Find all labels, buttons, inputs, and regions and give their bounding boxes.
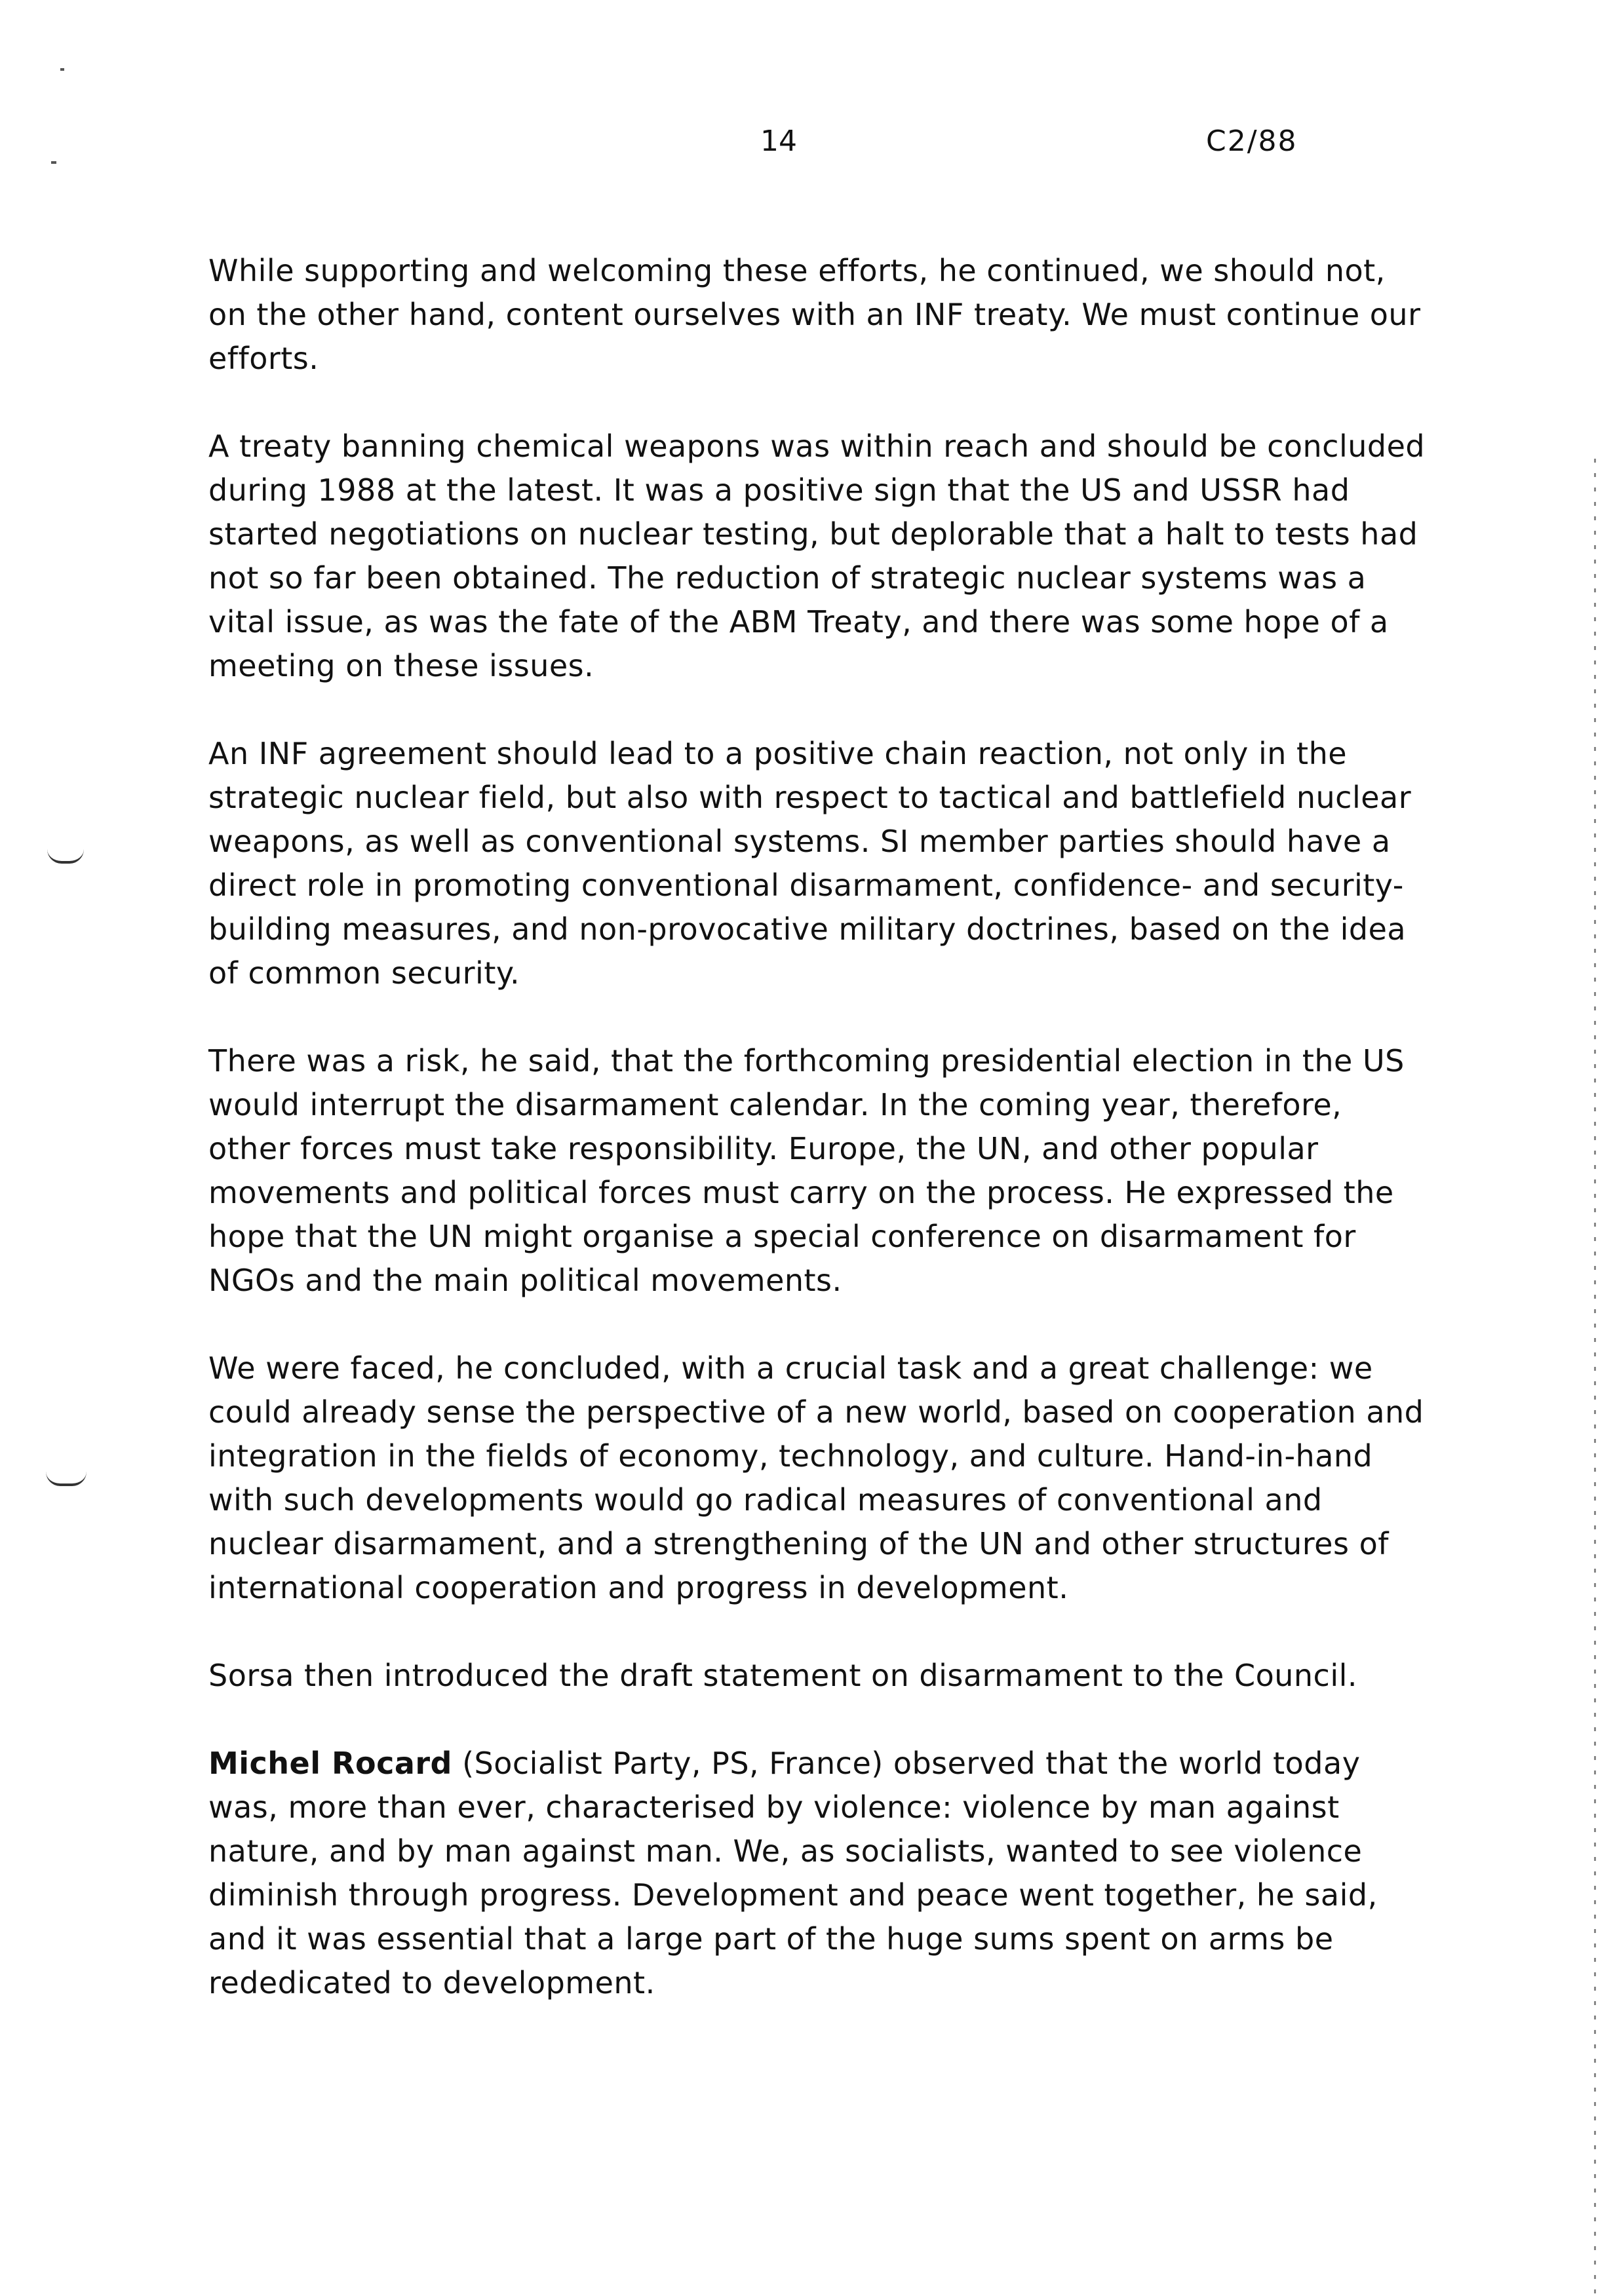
page-number: 14 bbox=[760, 124, 797, 158]
paragraph: Sorsa then introduced the draft statement on disarmament to the Council. bbox=[208, 1658, 1358, 1693]
page-header bbox=[0, 124, 1615, 164]
paragraph: An INF agreement should lead to a positive chain reaction, not only in the strategic nuclear field, but also with respect to tactical and battlefield nuclear weapons, as well as conventional systems. SI member parties should have a direct role in promoting conventional disarmament, confidence- and security-building measures, and non-provocative military doctrines, based on the idea of common security. bbox=[208, 736, 1412, 991]
paragraph: We were faced, he concluded, with a crucial task and a great challenge: we could already sense the perspective of a new world, based on cooperation and integration in the fields of economy, technology, and culture. Hand-in-hand with such developments would go radical measures of conventional and nuclear disarmament, and a strengthening of the UN and other structures of international cooperation and progress in development. bbox=[208, 1350, 1424, 1605]
document-reference: C2/88 bbox=[1206, 124, 1298, 158]
speaker-name: Michel Rocard bbox=[208, 1746, 452, 1781]
scan-edge-line bbox=[1594, 459, 1596, 2293]
scan-speck bbox=[60, 68, 64, 71]
paragraph: A treaty banning chemical weapons was within reach and should be concluded during 1988 at the latest. It was a positive sign that the US and USSR had started negotiations on nuclear testing, but deplorable that a halt to tests had not so far been obtained. The reduction of strategic nuclear systems was a vital issue, as was the fate of the ABM Treaty, and there was some hope of a meeting on these issues. bbox=[208, 429, 1426, 683]
paragraph-text: (Socialist Party, PS, France) observed that the world today was, more than ever, characterised by violence: violence by man against nature, and by man against man. We, as socialists, wanted to see violence diminish through progress. Development and peace went together, he said, and it was essential that a large part of the huge sums spent on arms be rededicated to development. bbox=[208, 1746, 1378, 2000]
paragraph: There was a risk, he said, that the forthcoming presidential election in the US would interrupt the disarmament calendar. In the coming year, therefore, other forces must take responsibility. Europe, the UN, and other popular movements and political forces must carry on the process. He expressed the hope that the UN might organise a special conference on disarmament for NGOs and the main political movements. bbox=[208, 1043, 1405, 1298]
paragraph: While supporting and welcoming these efforts, he continued, we should not, on the other hand, content ourselves with an INF treaty. We must continue our efforts. bbox=[208, 253, 1421, 376]
scan-mark bbox=[46, 1472, 87, 1486]
body-text bbox=[208, 249, 1428, 2049]
paragraph-rocard bbox=[208, 1742, 1428, 2005]
scan-mark bbox=[47, 849, 84, 864]
